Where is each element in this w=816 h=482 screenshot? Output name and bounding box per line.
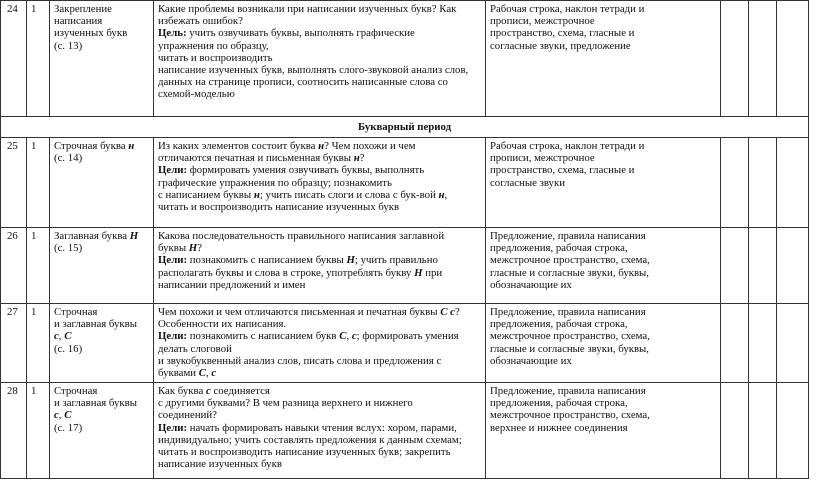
text-line — [54, 140, 149, 152]
text-line — [54, 409, 149, 421]
section-row — [1, 117, 809, 138]
text-line: гласные и согласные звуки, буквы, — [490, 266, 650, 279]
lesson-hours: 1 — [27, 1, 50, 117]
text-line: Рабочая строка, наклон тетради и — [490, 3, 645, 15]
text-line — [54, 385, 149, 397]
lesson-hours: 1 — [27, 383, 50, 479]
text-span: (с. 14) — [54, 152, 83, 165]
text-span: и заглавная буквы — [54, 318, 138, 331]
table-row — [1, 1, 809, 117]
lesson-hours: 1 — [27, 228, 50, 304]
topic-line: изученных букв — [54, 27, 128, 40]
text-line — [54, 318, 149, 330]
text-span: формировать умения озвучивать буквы, выполнять — [187, 164, 425, 177]
emphasis-text: С с — [440, 306, 455, 318]
table-row — [1, 304, 809, 383]
emphasis-text: Н — [188, 242, 198, 255]
text-line — [54, 397, 149, 409]
text-line — [158, 201, 481, 213]
text-line — [158, 306, 481, 318]
text-line — [158, 140, 481, 152]
empty-cell — [749, 228, 777, 304]
lesson-tasks — [154, 1, 486, 117]
text-line: пространство, схема, гласные и — [490, 164, 635, 177]
text-span: Какова последовательность правильного написания заглавной — [158, 230, 445, 242]
text-line: прописи, межстрочное — [490, 15, 595, 28]
emphasis-text: Цели: — [158, 164, 188, 177]
emphasis-text: с — [211, 367, 217, 380]
text-line — [158, 242, 481, 254]
table-row — [1, 383, 809, 479]
text-line — [158, 177, 481, 189]
text-line — [158, 230, 481, 242]
emphasis-text: н — [353, 152, 360, 165]
text-span: Строчная — [54, 385, 98, 397]
text-span: познакомить с написанием букв — [187, 330, 340, 343]
text-line: предложения, рабочая строка, — [490, 397, 628, 410]
text-span: учить озвучивать буквы, выполнять графические — [186, 27, 415, 40]
text-line — [158, 343, 481, 355]
empty-cell — [777, 383, 809, 479]
text-span: , — [346, 330, 352, 343]
text-line — [158, 40, 481, 52]
text-span: Строчная — [54, 306, 98, 318]
text-line: прописи, межстрочное — [490, 152, 595, 165]
text-span: Чем похожи и чем отличаются письменная и печатная буквы — [158, 306, 441, 318]
lesson-concepts — [486, 1, 721, 117]
emphasis-text: н — [253, 188, 260, 201]
text-line — [158, 64, 481, 76]
table-row — [1, 228, 809, 304]
empty-cell — [777, 304, 809, 383]
text-span: с написанием буквы — [158, 188, 254, 201]
text-span: графические упражнения по образцу; познакомить — [158, 176, 392, 189]
text-line: предложения, рабочая строка, — [490, 242, 628, 255]
emphasis-text: Н — [129, 230, 139, 242]
text-span: читать и воспроизводить — [158, 51, 273, 64]
text-span: соединяется — [210, 385, 270, 397]
section-title: Букварный период — [1, 117, 809, 138]
text-span: делать слоговой — [158, 342, 232, 355]
text-line — [158, 189, 481, 201]
text-line — [158, 279, 481, 291]
text-span: написание изученных букв — [158, 458, 282, 471]
text-span: Из каких элементов состоит буква — [158, 140, 319, 152]
lesson-tasks — [154, 138, 486, 228]
text-span: при — [422, 266, 443, 279]
emphasis-text: с — [205, 385, 211, 397]
empty-cell — [721, 228, 749, 304]
empty-cell — [749, 304, 777, 383]
empty-cell — [777, 228, 809, 304]
text-line — [54, 152, 149, 164]
text-line: обозначающие их — [490, 354, 572, 367]
text-line — [158, 254, 481, 266]
text-line: Рабочая строка, наклон тетради и — [490, 140, 645, 152]
text-line: согласные звуки, предложение — [490, 39, 631, 52]
lesson-topic — [50, 228, 154, 304]
lesson-hours: 1 — [27, 138, 50, 228]
text-line — [158, 434, 481, 446]
text-line — [158, 52, 481, 64]
lesson-hours: 1 — [27, 304, 50, 383]
lesson-tasks — [154, 304, 486, 383]
emphasis-text: н — [318, 140, 325, 152]
lesson-topic — [50, 304, 154, 383]
table-body — [1, 138, 809, 479]
emphasis-text: С — [64, 409, 72, 422]
text-line — [158, 76, 481, 88]
text-span: индивидуально; учить составлять предложения к данным схемам; — [158, 433, 462, 446]
text-line — [158, 397, 481, 409]
text-line: согласные звуки — [490, 176, 565, 189]
topic-line: написания — [54, 15, 103, 28]
empty-cell — [749, 138, 777, 228]
text-line — [158, 152, 481, 164]
lesson-tasks — [154, 383, 486, 479]
text-span: упражнения по образцу, — [158, 39, 269, 52]
text-line — [54, 422, 149, 434]
topic-line: Закрепление — [54, 3, 112, 15]
text-span: , — [58, 409, 65, 422]
lesson-number: 25 — [1, 138, 27, 228]
table-body-top — [1, 1, 809, 138]
text-span: буквы — [158, 242, 189, 255]
text-line — [158, 458, 481, 470]
text-span: ; учить правильно — [354, 254, 438, 267]
emphasis-text: Н — [414, 266, 423, 279]
text-line: межстрочное пространство, схема, — [490, 409, 650, 422]
emphasis-text: н — [128, 140, 135, 152]
empty-cell — [721, 383, 749, 479]
text-line: Предложение, правила написания — [490, 230, 646, 242]
text-line: Предложение, правила написания — [490, 306, 646, 318]
text-line — [158, 3, 481, 15]
text-span: , — [444, 188, 448, 201]
text-line — [158, 88, 481, 100]
lesson-topic — [50, 383, 154, 479]
lesson-number: 27 — [1, 304, 27, 383]
empty-cell — [749, 383, 777, 479]
emphasis-text: с — [54, 409, 59, 422]
emphasis-text: с — [351, 330, 357, 343]
text-span: читать и воспроизводить написание изученных букв — [158, 201, 400, 214]
emphasis-text: н — [438, 188, 445, 201]
text-line — [54, 242, 149, 254]
text-span: схемой-моделью — [158, 88, 235, 101]
text-line: пространство, схема, гласные и — [490, 27, 635, 40]
text-line: верхнее и нижнее соединения — [490, 421, 628, 434]
emphasis-text: Цели: — [158, 421, 188, 434]
emphasis-text: Н — [346, 254, 355, 267]
lesson-concepts — [486, 383, 721, 479]
text-span: и звукобуквенный анализ слов, писать слова и предложения с — [158, 354, 442, 367]
text-span: Заглавная буква — [54, 230, 130, 242]
text-line — [158, 267, 481, 279]
text-line: Предложение, правила написания — [490, 385, 646, 397]
lesson-topic — [50, 1, 154, 117]
text-line — [158, 409, 481, 421]
text-line — [158, 385, 481, 397]
emphasis-text: Цели: — [158, 254, 188, 267]
text-span: буквами — [158, 367, 199, 380]
text-span: Особенности их написания. — [158, 318, 287, 331]
text-span: Какие проблемы возникали при написании изученных букв? Как — [158, 3, 457, 15]
empty-cell — [777, 138, 809, 228]
text-span: Как буква — [158, 385, 206, 397]
empty-cell — [777, 1, 809, 117]
text-span: ? — [359, 152, 365, 165]
text-line: предложения, рабочая строка, — [490, 318, 628, 331]
empty-cell — [721, 304, 749, 383]
text-line: межстрочное пространство, схема, — [490, 330, 650, 343]
text-span: познакомить с написанием буквы — [187, 254, 347, 267]
text-span: с другими буквами? В чем разница верхнего и нижнего — [158, 397, 413, 410]
text-line: обозначающие их — [490, 278, 572, 291]
empty-cell — [721, 1, 749, 117]
emphasis-text: Цель: — [158, 27, 187, 40]
lesson-concepts — [486, 228, 721, 304]
text-span: , — [58, 330, 65, 343]
emphasis-text: С — [339, 330, 347, 343]
text-line — [54, 306, 149, 318]
text-span: ? Чем похожи и чем — [324, 140, 416, 152]
text-line: гласные и согласные звуки, буквы, — [490, 342, 650, 355]
text-span: Строчная буква — [54, 140, 129, 152]
text-span: (с. 16) — [54, 342, 83, 355]
text-line — [54, 343, 149, 355]
empty-cell — [749, 1, 777, 117]
lesson-tasks — [154, 228, 486, 304]
text-span: , — [206, 367, 212, 380]
text-line — [158, 318, 481, 330]
text-span: ? — [454, 306, 460, 318]
text-line — [158, 422, 481, 434]
emphasis-text: С — [198, 367, 206, 380]
text-span: (с. 17) — [54, 421, 83, 434]
text-span: данных на странице прописи, соотносить написанные слова со — [158, 76, 448, 89]
lesson-number: 26 — [1, 228, 27, 304]
text-span: написании предложений и имен — [158, 278, 306, 291]
topic-line: (с. 13) — [54, 39, 83, 52]
text-span: написание изученных букв, выполнять слого-звуковой анализ слов, — [158, 64, 469, 77]
text-span: (с. 15) — [54, 242, 83, 255]
emphasis-text: с — [54, 330, 59, 343]
text-span: ; формировать умения — [356, 330, 459, 343]
text-span: ; учить писать слоги и слова с бук-вой — [259, 188, 439, 201]
text-span: начать формировать навыки чтения вслух: хором, парами, — [187, 421, 457, 434]
text-line — [158, 367, 481, 379]
text-line — [54, 230, 149, 242]
lesson-number: 24 — [1, 1, 27, 117]
text-span: ? — [197, 242, 202, 255]
text-line — [158, 27, 481, 39]
text-line — [158, 330, 481, 342]
lesson-concepts — [486, 138, 721, 228]
table-row — [1, 138, 809, 228]
text-line — [158, 164, 481, 176]
emphasis-text: Цели: — [158, 330, 188, 343]
text-span: и заглавная буквы — [54, 397, 138, 410]
text-span: располагать буквы и слова в строке, употреблять букву — [158, 266, 415, 279]
text-line — [158, 446, 481, 458]
empty-cell — [721, 138, 749, 228]
text-line — [158, 15, 481, 27]
text-line — [158, 355, 481, 367]
text-line — [54, 330, 149, 342]
lesson-number: 28 — [1, 383, 27, 479]
text-span: соединений? — [158, 409, 217, 422]
emphasis-text: С — [64, 330, 72, 343]
text-line: межстрочное пространство, схема, — [490, 254, 650, 267]
lesson-topic — [50, 138, 154, 228]
lesson-concepts — [486, 304, 721, 383]
text-span: читать и воспроизводить написание изученных букв; закрепить — [158, 446, 451, 459]
text-span: избежать ошибок? — [158, 15, 243, 28]
text-span: отличаются печатная и письменная буквы — [158, 152, 354, 165]
